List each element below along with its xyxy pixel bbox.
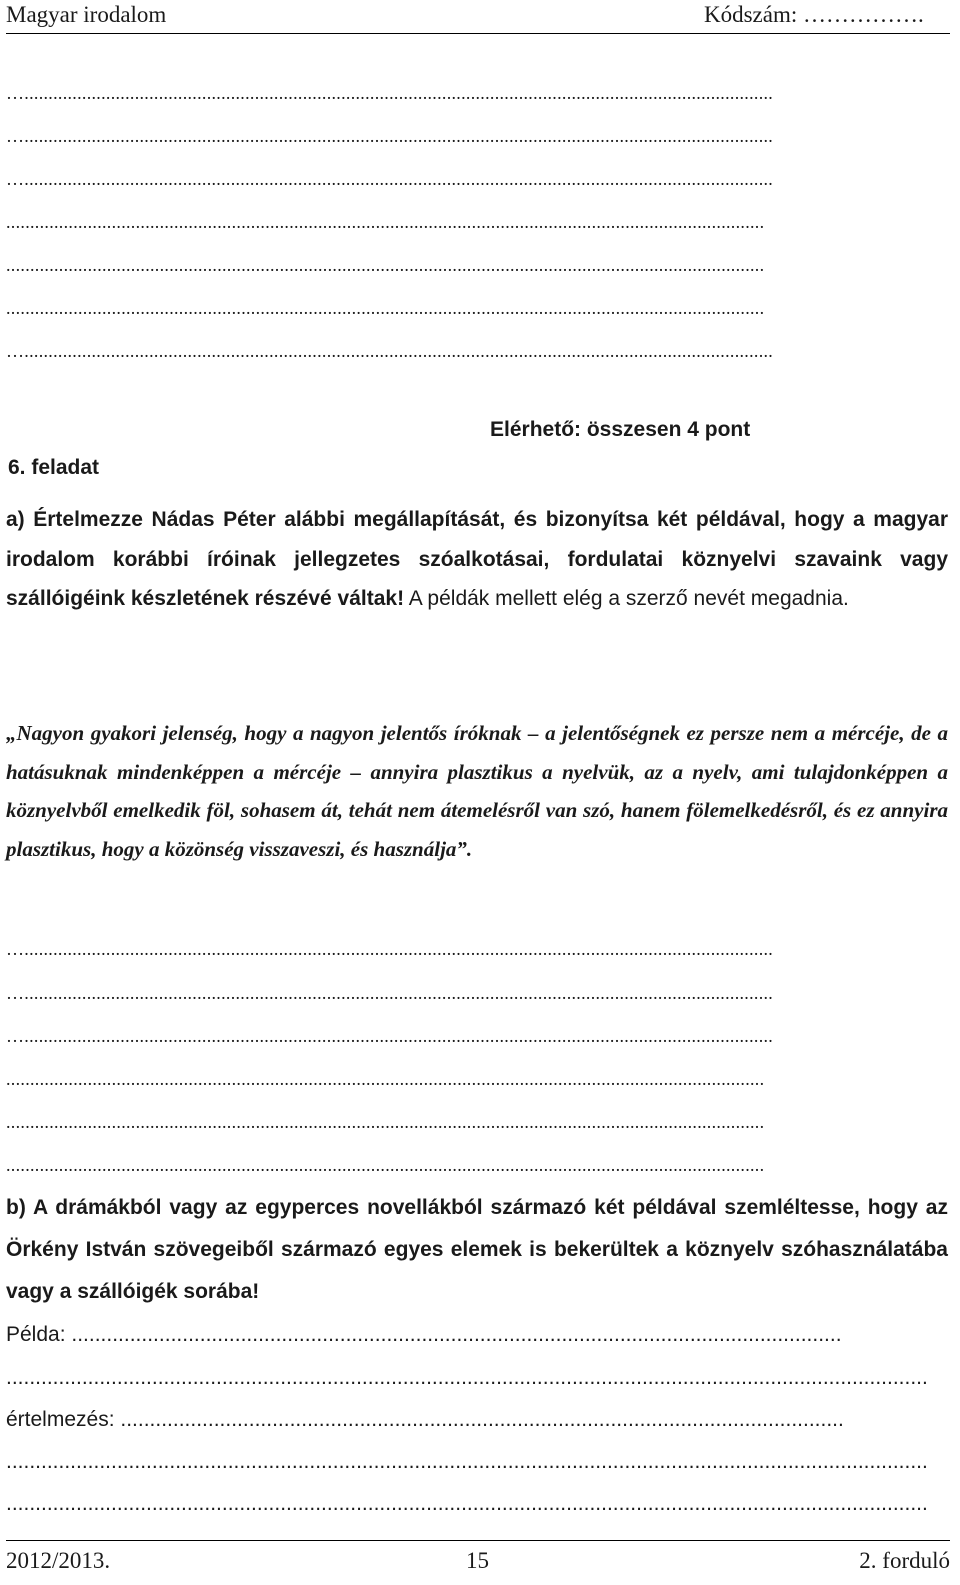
header-divider <box>6 33 950 34</box>
answer-line[interactable]: …............................................................................................................................................................ <box>6 983 774 1003</box>
answer-line[interactable]: .............................................................................................................................................................. <box>6 1112 765 1132</box>
question-b: b) A drámákból vagy az egyperces novellákból származó két példával szemléltesse, hogy az Örkény István szövegeiből származó egyes elemek is bekerültek a köznyelv szóhasználatába vagy a szállóigék sorába! <box>6 1196 948 1303</box>
example-field[interactable]: Példa: .................................................................................................................................... <box>6 1323 842 1346</box>
answer-line[interactable]: …............................................................................................................................................................ <box>6 83 774 103</box>
page-header <box>6 0 950 30</box>
code-label: Kódszám: ……………. <box>704 2 924 27</box>
round-label: 2. forduló <box>859 1548 950 1573</box>
answer-line[interactable]: .............................................................................................................................................................. <box>6 212 765 232</box>
quote-block: „Nagyon gyakori jelenség, hogy a nagyon jelentős íróknak – a jelentőségnek ez persze nem a mércéje, de a hatásuknak mindenképpen a mércéje – annyira plasztikus a nyelvük, az a nyelv, ami tulajdonképpen a köznyelvből emelkedik föl, sohasem át, tehát nem átemelésről van szó, hanem fölemelkedésről, és ez annyira plasztikus, hogy a közönség visszaveszi, és használja”. <box>6 721 948 861</box>
answer-line[interactable]: .............................................................................................................................................................. <box>6 255 765 275</box>
answer-line[interactable]: .............................................................................................................................................................. <box>6 1155 765 1175</box>
task-title: 6. feladat <box>8 456 100 479</box>
answer-line[interactable]: .............................................................................................................................................................. <box>6 1069 765 1089</box>
question-a <box>6 500 948 619</box>
answer-line[interactable]: .............................................................................................................................................................. <box>6 1366 928 1389</box>
school-year: 2012/2013. <box>6 1548 111 1573</box>
footer-divider <box>6 1540 950 1541</box>
page-number: 15 <box>466 1548 489 1573</box>
answer-line[interactable]: .............................................................................................................................................................. <box>6 1492 928 1515</box>
score-label: Elérhető: összesen 4 pont <box>490 418 751 441</box>
answer-line[interactable]: …............................................................................................................................................................ <box>6 341 774 361</box>
page-footer <box>6 1546 950 1576</box>
answer-line[interactable]: …............................................................................................................................................................ <box>6 939 774 959</box>
interpretation-field[interactable]: értelmezés: ............................................................................................................................ <box>6 1408 844 1431</box>
question-a-note: A példák mellett elég a szerző nevét megadnia. <box>404 587 849 610</box>
answer-line[interactable]: …............................................................................................................................................................ <box>6 1026 774 1046</box>
subject-title: Magyar irodalom <box>6 2 167 27</box>
question-a-instruction: a) Értelmezze Nádas Péter alábbi megállapítását, és bizonyítsa két példával, hogy a magyar irodalom korábbi íróinak jellegzetes szóalkotásai, fordulatai köznyelvi szavaink vagy szállóigéink készletének részévé váltak! <box>6 508 948 610</box>
answer-line[interactable]: …............................................................................................................................................................ <box>6 126 774 146</box>
answer-line[interactable]: .............................................................................................................................................................. <box>6 1450 928 1473</box>
answer-line[interactable]: .............................................................................................................................................................. <box>6 298 765 318</box>
answer-line[interactable]: …............................................................................................................................................................ <box>6 169 774 189</box>
